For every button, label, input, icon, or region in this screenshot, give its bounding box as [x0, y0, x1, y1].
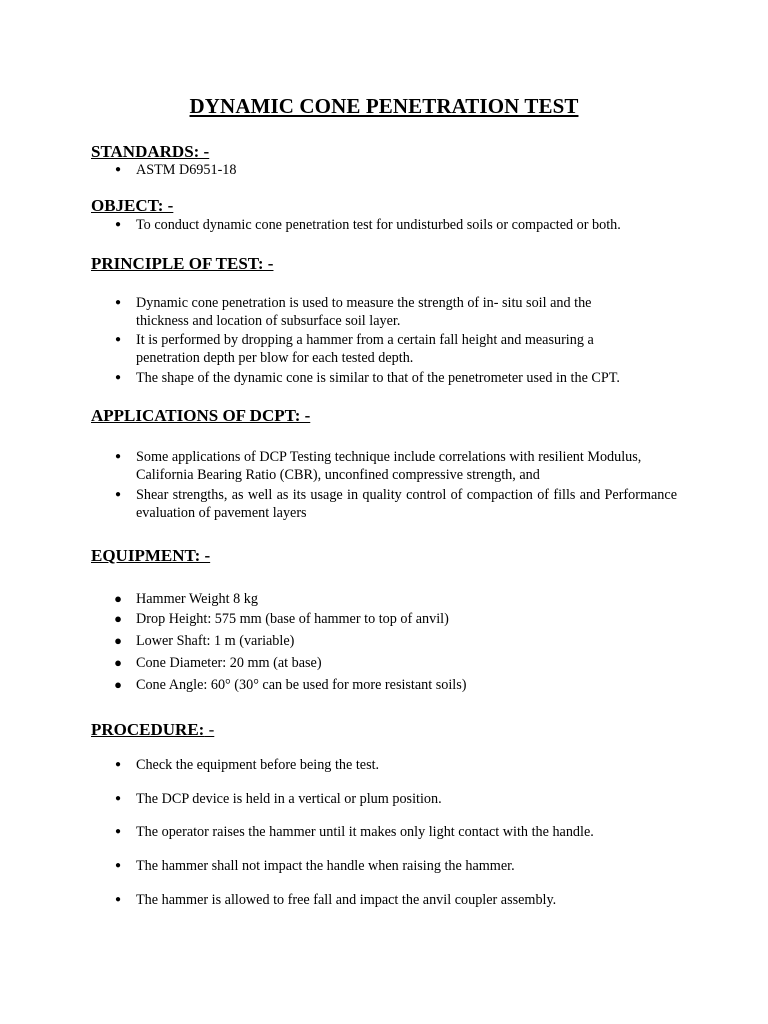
procedure-heading-label: PROCEDURE:	[91, 720, 205, 739]
bullet-icon: ●	[114, 297, 122, 308]
bullet-icon: ●	[114, 372, 122, 383]
procedure-heading	[91, 720, 214, 740]
standards-item: ASTM D6951-18	[136, 162, 237, 178]
bullet-icon: ●	[114, 451, 122, 462]
procedure-item: The hammer shall not impact the handle when raising the hammer.	[136, 858, 515, 874]
procedure-item: The operator raises the hammer until it makes only light contact with the handle.	[136, 824, 594, 840]
bullet-icon: ●	[114, 793, 122, 804]
bullet-icon: ●	[114, 611, 122, 626]
equipment-heading: EQUIPMENT: -	[91, 546, 211, 565]
bullet-icon: ●	[114, 860, 122, 871]
equipment-item: Lower Shaft: 1 m (variable)	[136, 633, 295, 649]
principle-heading: PRINCIPLE OF TEST: -	[91, 254, 274, 273]
bullet-icon: ●	[114, 219, 122, 230]
procedure-item: The DCP device is held in a vertical or plum position.	[136, 791, 442, 807]
procedure-heading-tail: -	[204, 720, 215, 739]
principle-item: It is performed by dropping a hammer from a certain fall height and measuring a penetration depth per blow for each tested depth.	[136, 332, 594, 366]
bullet-icon: ●	[114, 826, 122, 837]
applications-item: Shear strengths, as well as its usage in quality control of compaction of fills and Performance evaluation of pavement layers	[136, 487, 677, 521]
object-heading: OBJECT: -	[91, 196, 174, 215]
bullet-icon: ●	[114, 164, 122, 175]
applications-heading: APPLICATIONS OF DCPT: -	[91, 406, 311, 425]
procedure-item: The hammer is allowed to free fall and impact the anvil coupler assembly.	[136, 892, 557, 908]
bullet-icon: ●	[114, 677, 122, 692]
principle-item: Dynamic cone penetration is used to measure the strength of in- situ soil and the thickness and location of subsurface soil layer.	[136, 295, 592, 329]
object-item: To conduct dynamic cone penetration test for undisturbed soils or compacted or both.	[136, 217, 621, 233]
bullet-icon: ●	[114, 894, 122, 905]
bullet-icon: ●	[114, 334, 122, 345]
bullet-icon: ●	[114, 591, 122, 606]
applications-item: Some applications of DCP Testing technique include correlations with resilient Modulus, California Bearing Ratio (CBR), unconfined compressive strength, and	[136, 449, 642, 483]
bullet-icon: ●	[114, 633, 122, 648]
bullet-icon: ●	[114, 489, 122, 500]
bullet-icon: ●	[114, 759, 122, 770]
equipment-item: Cone Diameter: 20 mm (at base)	[136, 655, 322, 671]
procedure-item: Check the equipment before being the test.	[136, 757, 380, 773]
principle-item: The shape of the dynamic cone is similar to that of the penetrometer used in the CPT.	[136, 370, 620, 386]
equipment-item: Drop Height: 575 mm (base of hammer to top of anvil)	[136, 611, 449, 627]
document-title: DYNAMIC CONE PENETRATION TEST	[189, 94, 579, 118]
equipment-item: Hammer Weight 8 kg	[136, 591, 258, 607]
bullet-icon: ●	[114, 655, 122, 670]
equipment-item: Cone Angle: 60° (30° can be used for more resistant soils)	[136, 677, 467, 693]
standards-heading: STANDARDS: -	[91, 142, 210, 161]
